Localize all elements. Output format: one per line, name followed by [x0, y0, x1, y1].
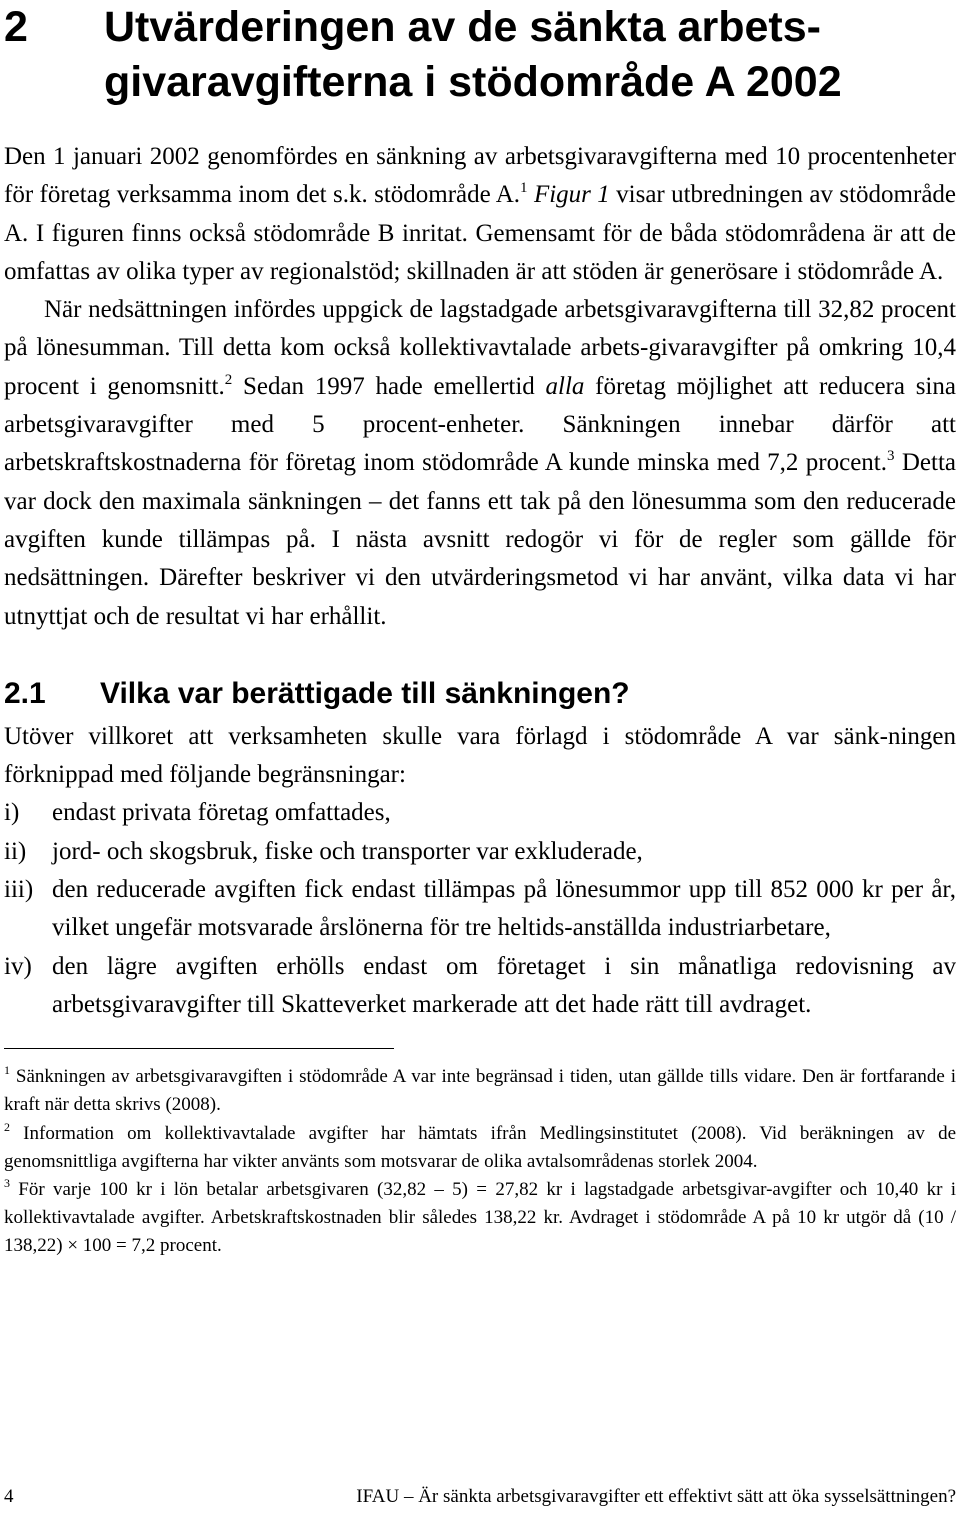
- running-footer: IFAU – Är sänkta arbetsgivaravgifter ett effektivt sätt att öka sysselsättningen?: [356, 1486, 956, 1507]
- para2-text-a: När nedsättningen infördes uppgick de lagstadgade arbetsgivaravgifterna till 32,82 procent på lönesumman. Till detta kom också kollektivavtalade arbets-givaravgifter på omkring 10,4 procent i genomsnitt.: [4, 296, 956, 400]
- page-number: 4: [4, 1486, 14, 1507]
- footnote-number: 2: [4, 1119, 10, 1134]
- list-marker: iii): [4, 876, 34, 904]
- list-marker: iv): [4, 952, 32, 980]
- list-item-text: den lägre avgiften erhölls endast om företaget i sin månatliga redovisning av arbetsgivaravgifter till Skatteverket markerade att det hade rätt till avdraget.: [52, 952, 956, 1018]
- section-title: Vilka var berättigade till sänkningen?: [100, 676, 630, 710]
- list-marker: ii): [4, 837, 27, 865]
- chapter-heading: [4, 0, 956, 110]
- footnotes: [4, 1063, 956, 1260]
- footnote-separator: [4, 1048, 394, 1049]
- document-page: [4, 0, 956, 1513]
- list-item: [4, 871, 956, 948]
- conditions-intro: Utöver villkoret att verksamheten skulle vara förlagd i stödområde A var sänk-ningen förknippad med följande begränsningar:: [4, 722, 956, 789]
- conditions-list: [4, 794, 956, 1024]
- para1-text-c: visar utbredningen av stödområde A. I figuren finns också stödområde B inritat. Gemensamt för de båda stödområdena är att de omfattas av olika typer av regionalstöd; skillnaden är att stöden är generösare i stödområde A.: [4, 181, 957, 285]
- footnote-text: Information om kollektivavtalade avgifter har hämtats ifrån Medlingsinstitutet (2008). Vid beräkningen av de genomsnittliga avgifterna har vikter använts som motsvarar de olika avtalsområdenas storlek 2004.: [4, 1122, 956, 1172]
- para2-text-d: Detta var dock den maximala sänkningen – det fanns ett tak på den lönesumma som den reducerade avgiften kunde tillämpas på. I nästa avsnitt redogör vi för de regler som gällde för nedsättningen. Därefter beskriver vi den utvärderingsmetod vi har använt, vilka data vi har utnyttjat och de resultat vi har erhållit.: [4, 449, 956, 630]
- section-number: 2.1: [4, 676, 46, 710]
- list-marker: i): [4, 799, 20, 827]
- list-item-text: jord- och skogsbruk, fiske och transporter var exkluderade,: [52, 837, 643, 865]
- footnote-text: För varje 100 kr i lön betalar arbetsgivaren (32,82 – 5) = 27,82 kr i lagstadgade arbetsgivar-avgifter och 10,40 kr i kollektivavtalade avgifter. Arbetskraftskostnaden blir således 138,22 kr. Avdraget i stödområde A på 10 kr utgör då (10 / 138,22) × 100 = 7,2 procent.: [4, 1179, 956, 1257]
- footnote-number: 1: [4, 1063, 10, 1078]
- list-item: [4, 948, 956, 1025]
- chapter-title: Utvärderingen av de sänkta arbets-givaravgifterna i stödområde A 2002: [104, 3, 842, 106]
- chapter-number: 2: [4, 3, 28, 51]
- list-item: [4, 794, 956, 832]
- paragraph-conditions: [4, 718, 956, 1024]
- emphasis-alla: alla: [545, 372, 585, 400]
- list-item-text: endast privata företag omfattades,: [52, 799, 391, 827]
- paragraph-intro: [4, 138, 956, 291]
- footnote-ref-3[interactable]: 3: [887, 448, 895, 465]
- para1-text-a: Den 1 januari 2002 genomfördes en sänkning av arbetsgivaravgifterna med 10 procentenheter för företag verksamma inom det s.k. stödområde A.: [4, 143, 956, 209]
- footnote-ref-1[interactable]: 1: [520, 180, 528, 197]
- figure-reference: Figur 1: [533, 181, 610, 209]
- paragraph-reduction: [4, 291, 956, 636]
- list-item: [4, 833, 956, 871]
- footnote-2: [4, 1120, 956, 1176]
- para2-text-c: företag möjlighet att reducera sina arbetsgivaravgifter med 5 procent-enheter. Sänkningen innebar därför att arbetskraftskostnaderna för företag inom stödområde A kunde minska med 7,2 procent.: [4, 372, 956, 477]
- para2-text-b: Sedan 1997 hade emellertid: [232, 372, 546, 400]
- footnote-text: Sänkningen av arbetsgivaravgiften i stödområde A var inte begränsad i tiden, utan gällde tills vidare. Den är fortfarande i kraft när detta skrivs (2008).: [4, 1066, 956, 1116]
- section-heading: [4, 674, 956, 714]
- footnote-3: [4, 1176, 956, 1261]
- list-item-text: den reducerade avgiften fick endast tillämpas på lönesummor upp till 852 000 kr per år, vilket ungefär motsvarade årslönerna för tre heltids-anställda industriarbetare,: [52, 876, 956, 942]
- footnote-number: 3: [4, 1176, 10, 1191]
- footnote-ref-2[interactable]: 2: [224, 371, 233, 388]
- footnote-1: [4, 1063, 956, 1119]
